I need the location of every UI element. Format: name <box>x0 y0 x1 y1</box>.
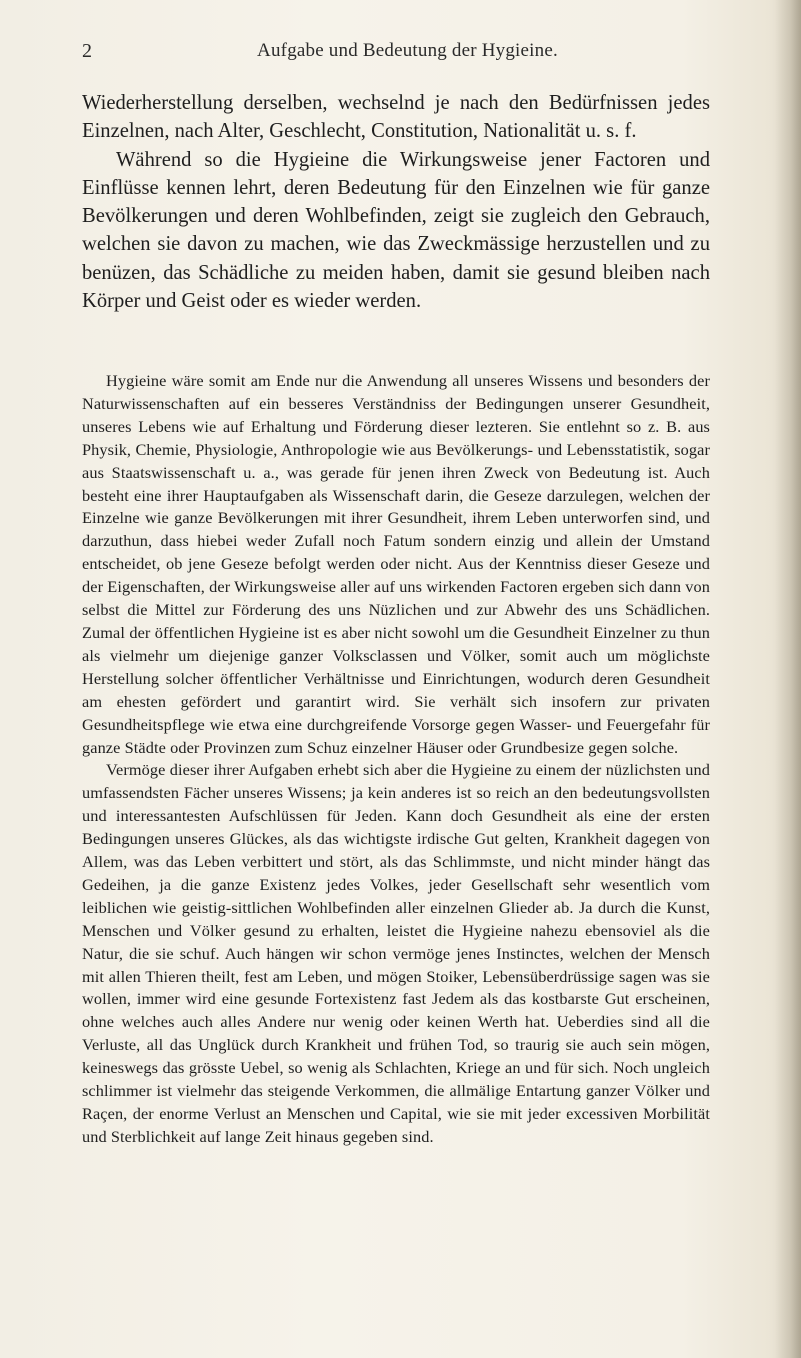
page-edge-shadow <box>775 0 801 1358</box>
intro-paragraph-1: Wiederherstellung derselben, wechselnd je nach den Bedürfnissen jedes Einzelnen, nach Alter, Geschlecht, Constitution, Nationalität u. s. f. <box>82 92 710 143</box>
body-paragraph-2: Vermöge dieser ihrer Aufgaben erhebt sich aber die Hygieine zu einem der nüzlichsten und umfassendsten Fächer unseres Wissens; ja kein anderes ist so reich an den bedeutungsvollsten und interessantesten Aufschlüssen für Jeden. Kann doch Gesundheit als eine der ersten Bedingungen unseres Glückes, als das wichtigste irdische Gut gelten, Krankheit dagegen von Allem, was das Leben verbittert und stört, als das Schlimmste, und nicht minder hängt das Gedeihen, ja die ganze Existenz jedes Volkes, jeder Gesellschaft sehr wesentlich vom leiblichen wie geistig-sittlichen Wohlbefinden aller einzelnen Glieder ab. Ja durch die Kunst, Menschen und Völker gesund zu erhalten, leistet die Hygieine nahezu ebensoviel als die Natur, die sie schuf. Auch hängen wir schon vermöge jenes Instinctes, welchen der Mensch mit allen Thieren theilt, fest am Leben, und mögen Stoiker, Lebensüberdrüssige sagen was sie wollen, immer wird eine gesunde Fortexistenz fast Jedem als das kostbarste Gut erscheinen, ohne welches auch alles Andere nur wenig oder keinen Werth hat. Ueberdies sind all die Verluste, all das Unglück durch Krankheit und frühen Tod, so traurig sie auch sein mögen, keineswegs das grösste Uebel, so wenig als Schlachten, Kriege an und für sich. Noch ungleich schlimmer ist vielmehr das steigende Verkommen, die allmälige Entartung ganzer Völker und Raçen, der enorme Verlust an Menschen und Capital, wie sie mit jeder excessiven Morbilität und Sterblichkeit auf lange Zeit hinaus gegeben sind. <box>82 760 710 1146</box>
running-head: Aufgabe und Bedeutung der Hygieine. <box>257 40 558 61</box>
body-paragraph-1: Hygieine wäre somit am Ende nur die Anwendung all unseres Wissens und besonders der Naturwissenschaften auf ein besseres Verständniss der Bedingungen unserer Gesundheit, unseres Lebens wie auf Erhaltung und Förderung dieser lezteren. Sie entlehnt so z. B. aus Physik, Chemie, Physiologie, Anthropologie wie aus Bevölkerungs- und Lebensstatistik, sogar aus Staatswissenschaft u. a., was gerade für jenen ihren Zweck von Bedeutung ist. Auch besteht eine ihrer Hauptaufgaben als Wissenschaft darin, die Geseze darzulegen, welchen der Einzelne wie ganze Bevölkerungen mit ihrer Gesundheit, ihrem Leben unterworfen sind, und darzuthun, dass hiebei weder Zufall noch Fatum sondern einzig und allein der Umstand entscheidet, ob jene Geseze befolgt werden oder nicht. Aus der Kenntniss dieser Geseze und der Eigenschaften, der Wirkungsweise aller auf uns wirkenden Factoren ergeben sich dann von selbst die Mittel zur Förderung des uns Nüzlichen und zur Abwehr des uns Schädlichen. Zumal der öffentlichen Hygieine ist es aber nicht sowohl um die Gesundheit Einzelner zu thun als vielmehr um diejenige ganzer Volksclassen und Völker, somit auch um möglichste Herstellung solcher öffentlicher Verhältnisse und Einrichtungen, wodurch deren Gesundheit am ehesten gefördert und garantirt wird. Sie verhält sich insofern zur privaten Gesundheitspflege wie etwa eine durchgreifende Vorsorge gegen Wasser- und Feuergefahr für ganze Städte oder Provinzen zum Schuz einzelner Häuser oder Grundbesize gegen solche. <box>82 371 710 757</box>
intro-text <box>82 89 710 315</box>
body-text <box>82 370 710 1149</box>
page-header <box>0 40 801 70</box>
page-number: 2 <box>82 40 92 62</box>
intro-paragraph-2: Während so die Hygieine die Wirkungsweise jener Factoren und Einflüsse kennen lehrt, deren Bedeutung für den Einzelnen wie für ganze Bevölkerungen und deren Wohlbefinden, zeigt sie zugleich den Gebrauch, welchen sie davon zu machen, wie das Zweckmässige herzustellen und zu benüzen, das Schädliche zu meiden haben, damit sie gesund bleiben nach Körper und Geist oder es wieder werden. <box>82 148 710 313</box>
